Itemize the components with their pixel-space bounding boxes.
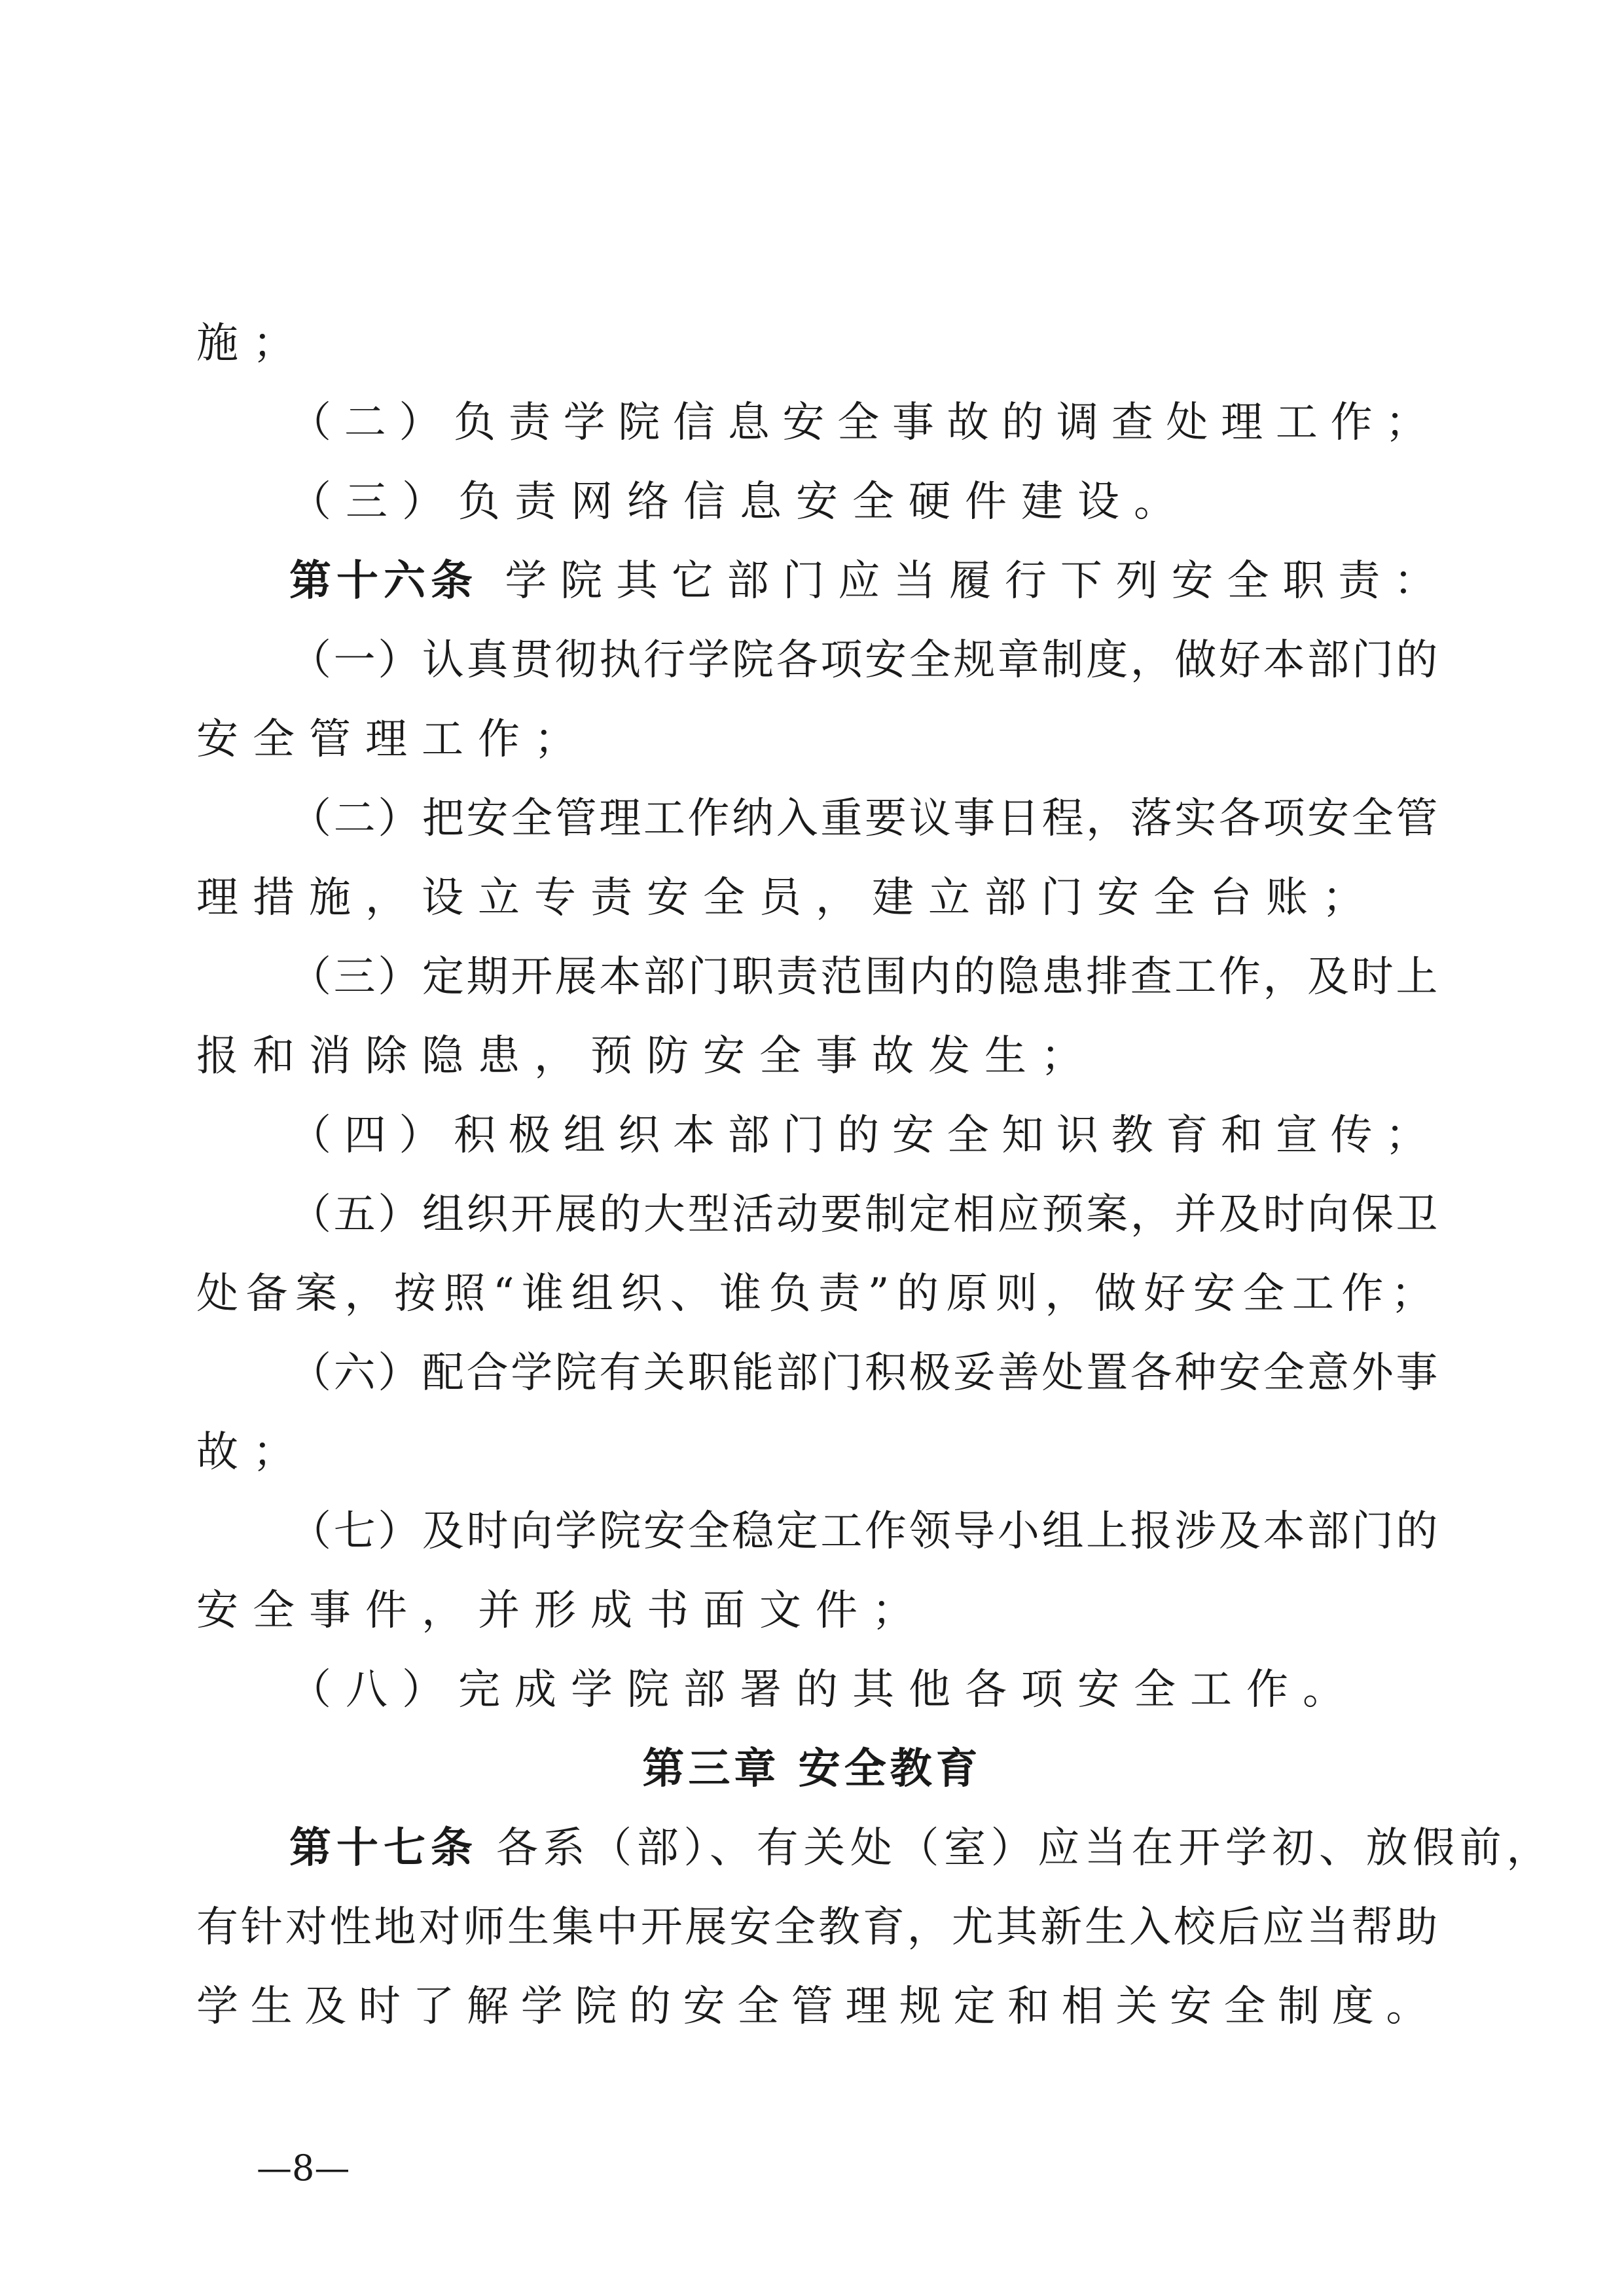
paragraph-line xyxy=(196,1268,1440,1320)
paragraph-line xyxy=(289,1664,1359,1716)
line-text: （二）把安全管理工作纳入重要议事日程，落实各项安全管 xyxy=(289,795,1440,843)
paragraph-line xyxy=(289,1347,1440,1399)
paragraph-line xyxy=(196,713,590,766)
paragraph-line xyxy=(196,872,1379,924)
page-number: —8— xyxy=(257,2147,350,2189)
article-17-line xyxy=(289,1822,1553,1874)
paragraph-line xyxy=(289,951,1440,1003)
line-text: 理措施，设立专责安全员，建立部门安全台账； xyxy=(196,874,1379,922)
line-text: （四）积极组织本部门的安全知识教育和宣传； xyxy=(289,1111,1440,1160)
article-label: 第十六条 xyxy=(289,556,478,605)
line-text: 故； xyxy=(196,1428,309,1477)
line-text: （六）配合学院有关职能部门积极妥善处置各种安全意外事 xyxy=(289,1349,1440,1397)
line-text: （七）及时向学院安全稳定工作领导小组上报涉及本部门的 xyxy=(289,1507,1440,1556)
paragraph-line xyxy=(289,1189,1440,1241)
line-text: （五）组织开展的大型活动要制定相应预案，并及时向保卫 xyxy=(289,1191,1440,1239)
paragraph-line xyxy=(196,1981,1440,2033)
line-text: （三）定期开展本部门职责范围内的隐患排查工作，及时上 xyxy=(289,953,1440,1001)
paragraph-line xyxy=(289,476,1190,528)
paragraph-line xyxy=(289,634,1440,687)
article-16-line xyxy=(289,555,1449,607)
paragraph-line xyxy=(289,1505,1440,1558)
article-label: 第十七条 xyxy=(289,1823,478,1873)
line-text: 安全管理工作； xyxy=(196,715,590,764)
chapter-heading: 第三章 安全教育 xyxy=(642,1744,982,1793)
line-text: （八）完成学院部署的其他各项安全工作。 xyxy=(289,1666,1359,1714)
line-text: 学院其它部门应当履行下列安全职责： xyxy=(478,557,1449,605)
line-text: 处备案，按照“谁组织、谁负责”的原则，做好安全工作； xyxy=(196,1270,1441,1318)
paragraph-line xyxy=(289,397,1440,449)
line-text: （一）认真贯彻执行学院各项安全规章制度，做好本部门的 xyxy=(289,636,1440,685)
paragraph-line xyxy=(196,1901,1440,1954)
paragraph-line xyxy=(196,1030,1097,1083)
paragraph-line xyxy=(196,1426,309,1479)
line-text: 安全事件，并形成书面文件； xyxy=(196,1587,928,1635)
line-text: （二）负责学院信息安全事故的调查处理工作； xyxy=(289,399,1440,447)
paragraph-line xyxy=(289,1109,1440,1162)
line-text: （三）负责网络信息安全硬件建设。 xyxy=(289,478,1190,526)
line-text: 学生及时了解学院的安全管理规定和相关安全制度。 xyxy=(196,1982,1440,2031)
paragraph-line xyxy=(196,1585,928,1637)
line-text: 施； xyxy=(196,319,309,368)
paragraph-line xyxy=(196,317,309,370)
paragraph-line xyxy=(289,793,1440,845)
line-text: 各系（部）、有关处（室）应当在开学初、放假前， xyxy=(478,1824,1554,1873)
line-text: 报和消除隐患，预防安全事故发生； xyxy=(196,1032,1097,1081)
line-text: 有针对性地对师生集中开展安全教育，尤其新生入校后应当帮助 xyxy=(196,1903,1440,1952)
